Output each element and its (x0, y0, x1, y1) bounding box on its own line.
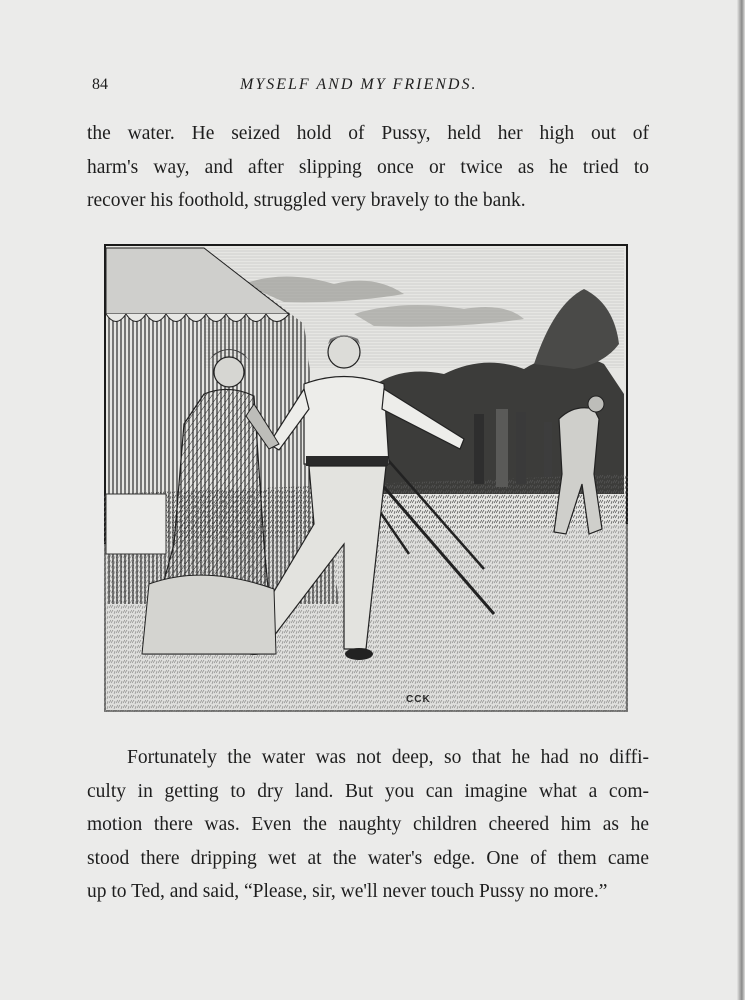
page-number: 84 (92, 76, 108, 93)
engraver-signature: CCK (406, 694, 431, 705)
table (106, 494, 166, 554)
running-head (92, 76, 512, 100)
text-line: the water. He seized hold of Pussy, held her high out of (87, 123, 649, 144)
running-title: MYSELF AND MY FRIENDS. (240, 76, 478, 93)
paragraph-top (87, 117, 649, 218)
engraving-illustration (104, 244, 628, 712)
page-edge-shadow (737, 0, 745, 1000)
text-line: recover his foothold, struggled very bravely to the bank. (87, 190, 526, 211)
text-line: motion there was. Even the naughty children cheered him as he (87, 814, 649, 835)
player-head (588, 396, 604, 412)
paragraph-bottom (87, 741, 649, 909)
text-line: Fortunately the water was not deep, so that he had no diffi- (127, 747, 649, 768)
engraving-drawing (104, 244, 628, 712)
text-line: harm's way, and after slipping once or twice as he tried to (87, 156, 649, 178)
text-line: stood there dripping wet at the water's edge. One of them came (87, 847, 649, 869)
text-line: up to Ted, and said, “Please, sir, we'll never touch Pussy no more.” (87, 881, 608, 902)
text-line: culty in getting to dry land. But you can imagine what a com- (87, 780, 649, 802)
